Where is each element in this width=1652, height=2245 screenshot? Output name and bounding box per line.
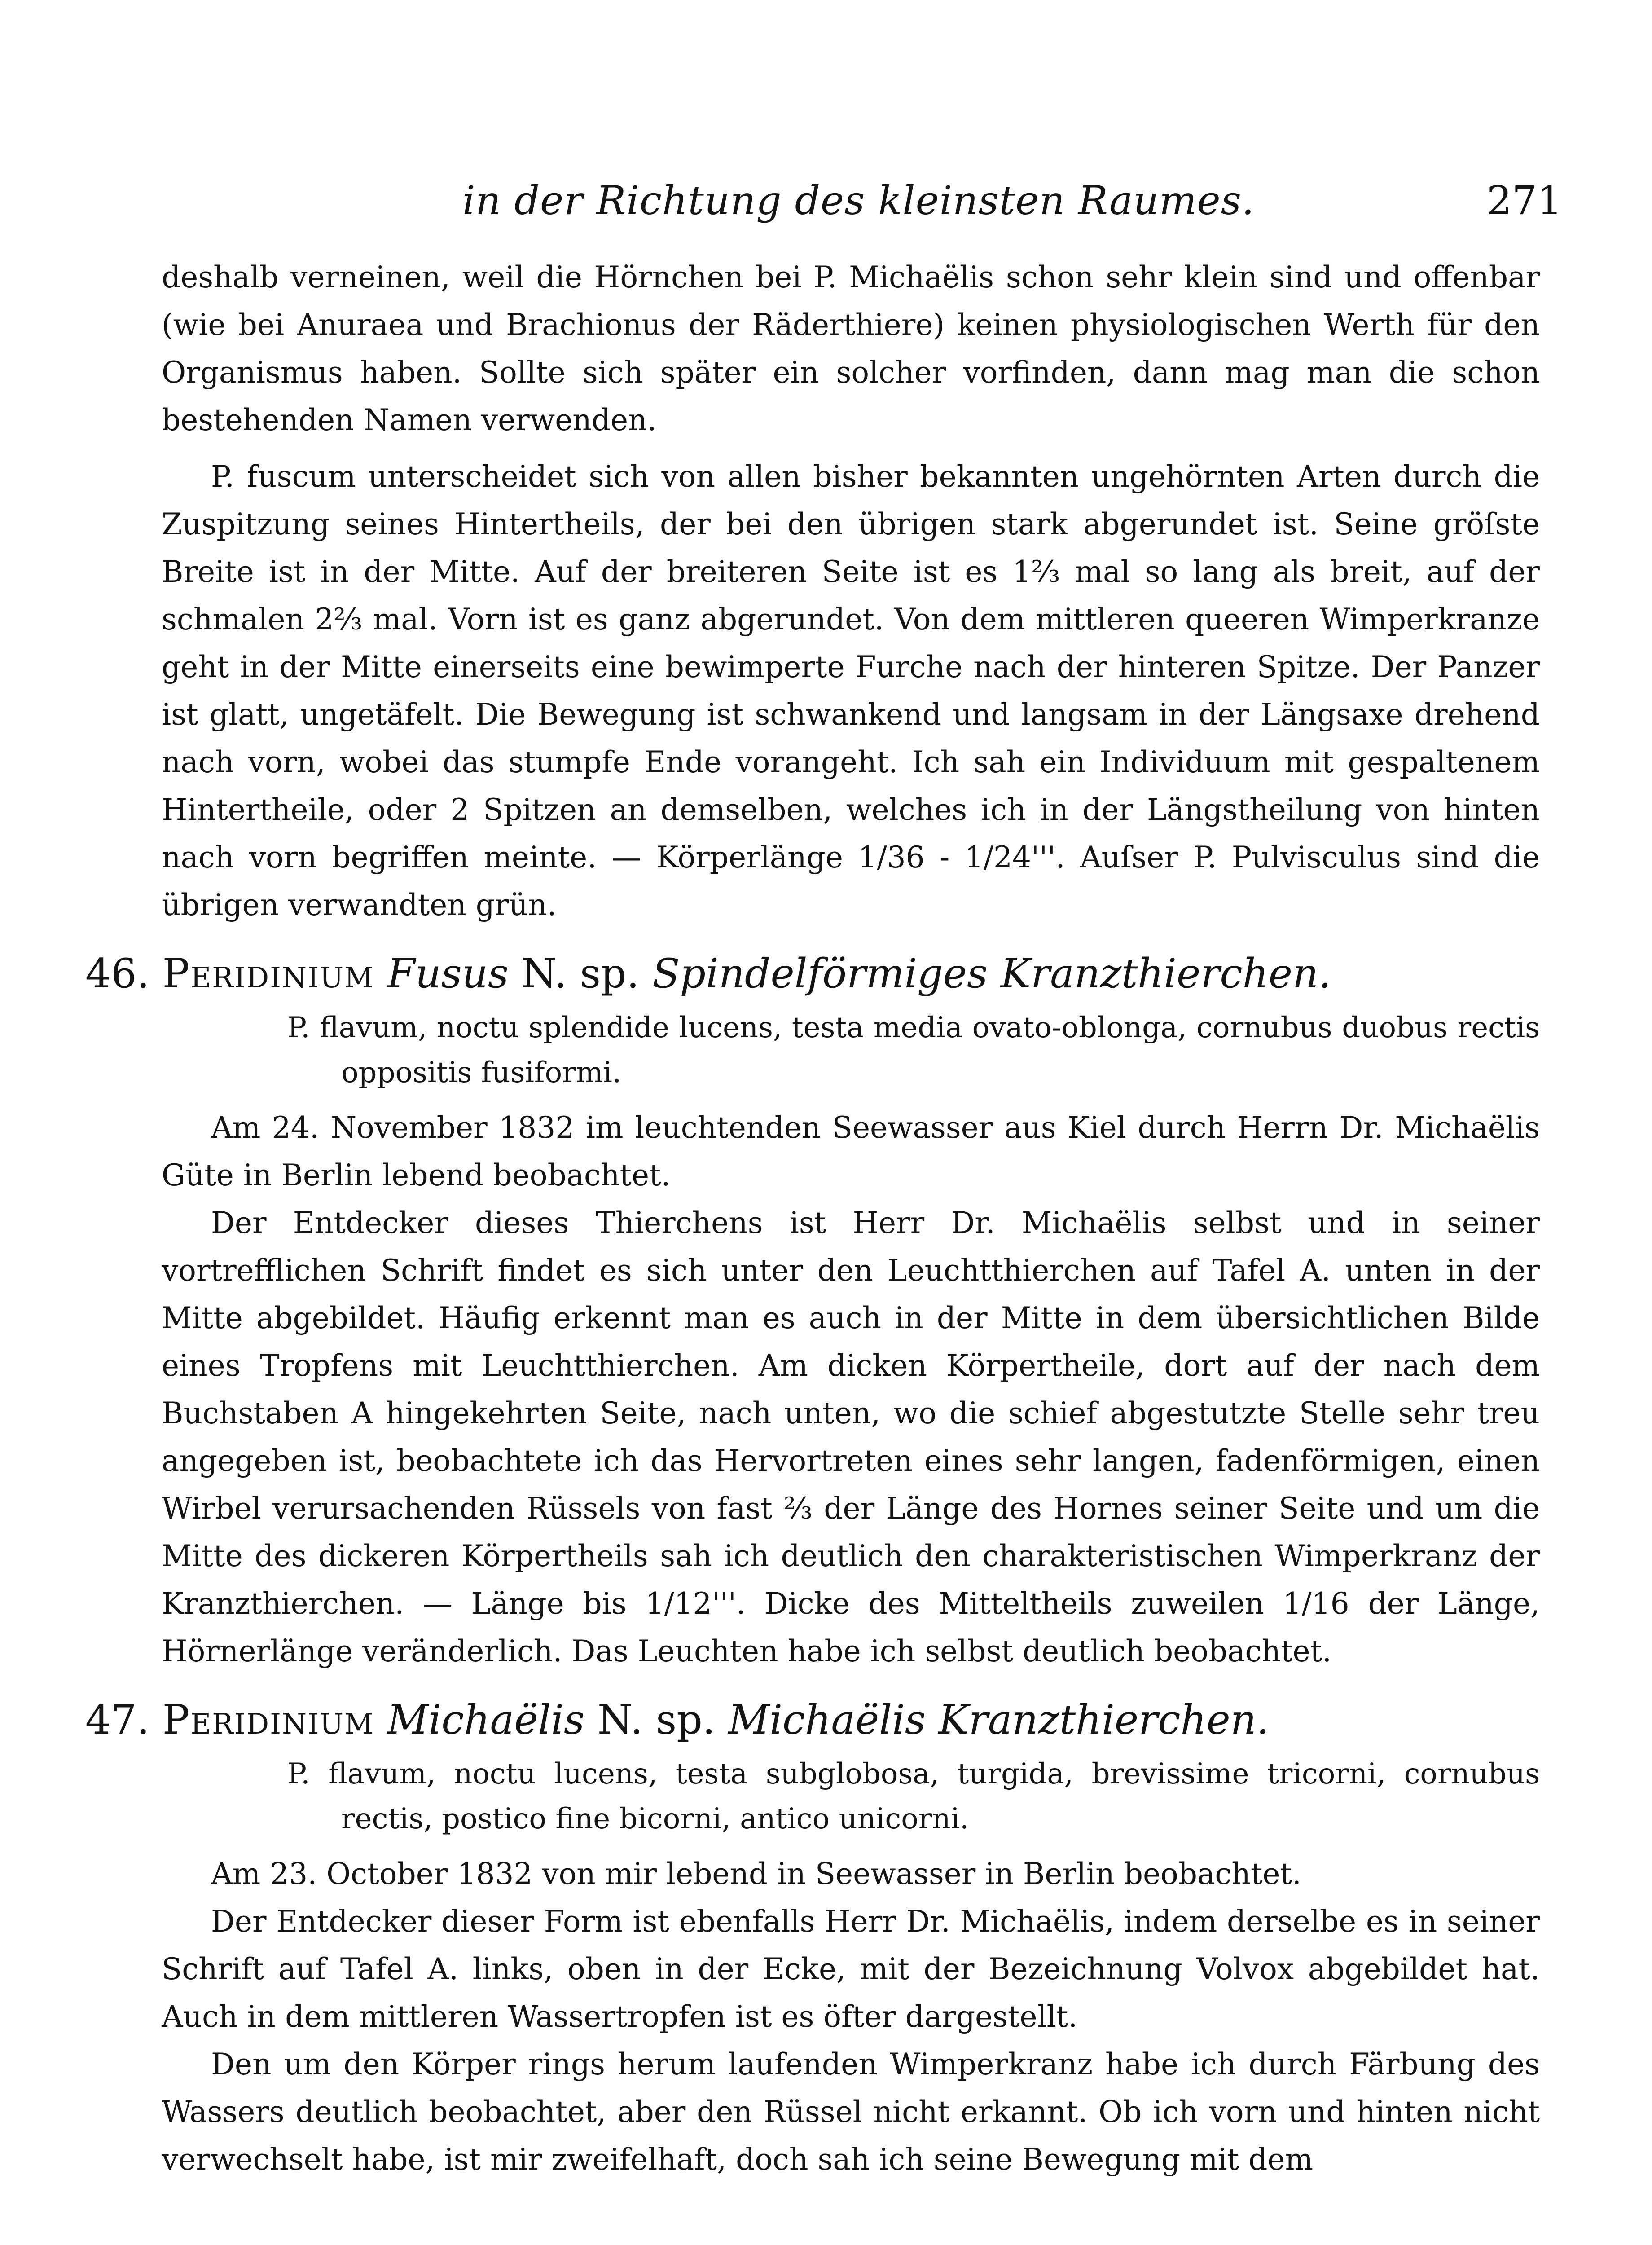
common-name: Michaëlis Kranzthierchen. (728, 1696, 1270, 1743)
species-diagnosis: P. flavum, noctu lucens, testa subglobosa, turgida, brevissime tricorni, cornubus rectis, postico fine bicorni, antico unicorni. (287, 1757, 1540, 1836)
paragraph: P. fuscum unterscheidet sich von allen bisher bekannten ungehörnten Arten durch die Zuspitzung seines Hintertheils, der bei den übrigen stark abgerundet ist. Seine gröſste Breite ist in der Mitte. Auf der breiteren Seite ist es 1⅔ mal so lang als breit, auf der schmalen 2⅔ mal. Vorn ist es ganz abgerundet. Von dem mittleren queeren Wimperkranze geht in der Mitte einerseits eine bewimperte Furche nach der hinteren Spitze. Der Panzer ist glatt, ungetäfelt. Die Bewegung ist schwankend und langsam in der Längsaxe drehend nach vorn, wobei das stumpfe Ende vorangeht. Ich sah ein Individuum mit gespaltenem Hintertheile, oder 2 Spitzen an demselben, welches ich in der Längstheilung von hinten nach vorn begriffen meinte. — Körperlänge 1/36 - 1/24'''. Auſser P. Pulvisculus sind die übrigen verwandten grün. (162, 459, 1540, 922)
species-heading-47 (85, 1689, 1540, 1752)
paragraph: Der Entdecker dieses Thierchens ist Herr Dr. Michaëlis selbst und in seiner vortrefflichen Schrift findet es sich unter den Leuchtthierchen auf Tafel A. unten in der Mitte abgebildet. Häufig erkennt man es auch in der Mitte in dem übersichtlichen Bilde eines Tropfens mit Leuchtthierchen. Am dicken Körpertheile, dort auf der nach dem Buchstaben A hingekehrten Seite, nach unten, wo die schief abgestutzte Stelle sehr treu angegeben ist, beobachtete ich das Hervortreten eines sehr langen, fadenförmigen, einen Wirbel verursachenden Rüssels von fast ⅔ der Länge des Hornes seiner Seite und um die Mitte des dickeren Körpertheils sah ich deutlich den charakteristischen Wimperkranz der Kranzthierchen. — Länge bis 1/12'''. Dicke des Mitteltheils zuweilen 1/16 der Länge, Hörnerlänge veränderlich. Das Leuchten habe ich selbst deutlich beobachtet. (162, 1206, 1540, 1668)
species-number: 47. (85, 1696, 150, 1743)
running-title: in der Richtung des kleinsten Raumes. (462, 177, 1255, 224)
species-number: 46. (85, 950, 150, 997)
species-status: N. sp. (521, 950, 640, 997)
common-name: Spindelförmiges Kranzthierchen. (652, 950, 1331, 997)
species-epithet: Fusus (387, 950, 509, 997)
paragraph: Am 23. October 1832 von mir lebend in Seewasser in Berlin beobachtet. (211, 1857, 1301, 1891)
species-heading-46 (85, 942, 1540, 1005)
species-status: N. sp. (597, 1696, 716, 1743)
page-header (162, 177, 1562, 224)
paragraph: Der Entdecker dieser Form ist ebenfalls Herr Dr. Michaëlis, indem derselbe es in seiner Schrift auf Tafel A. links, oben in der Ecke, mit der Bezeichnung Volvox abgebildet hat. Auch in dem mittleren Wassertropfen ist es öfter dargestellt. (162, 1904, 1540, 2034)
paragraph: Den um den Körper rings herum laufenden Wimperkranz habe ich durch Färbung des Wassers deutlich beobachtet, aber den Rüssel nicht erkannt. Ob ich vorn und hinten nicht verwechselt habe, ist mir zweifelhaft, doch sah ich seine Bewegung mit dem (162, 2047, 1540, 2177)
species-diagnosis: P. flavum, noctu splendide lucens, testa media ovato-oblonga, cornubus duobus rectis oppositis fusiformi. (287, 1011, 1540, 1089)
genus-name: Peridinium (162, 1696, 374, 1743)
species-epithet: Michaëlis (387, 1696, 585, 1743)
paragraph: deshalb verneinen, weil die Hörnchen bei P. Michaëlis schon sehr klein sind und offenbar (wie bei Anuraea und Brachionus der Räderthiere) keinen physiologischen Werth für den Organismus haben. Sollte sich später ein solcher vorfinden, dann mag man die schon bestehenden Namen verwenden. (162, 260, 1540, 437)
page-number: 271 (1487, 177, 1562, 224)
paragraph: Am 24. November 1832 im leuchtenden Seewasser aus Kiel durch Herrn Dr. Michaëlis Güte in Berlin lebend beobachtet. (162, 1110, 1540, 1193)
body-text (85, 254, 1540, 2183)
genus-name: Peridinium (162, 950, 374, 997)
